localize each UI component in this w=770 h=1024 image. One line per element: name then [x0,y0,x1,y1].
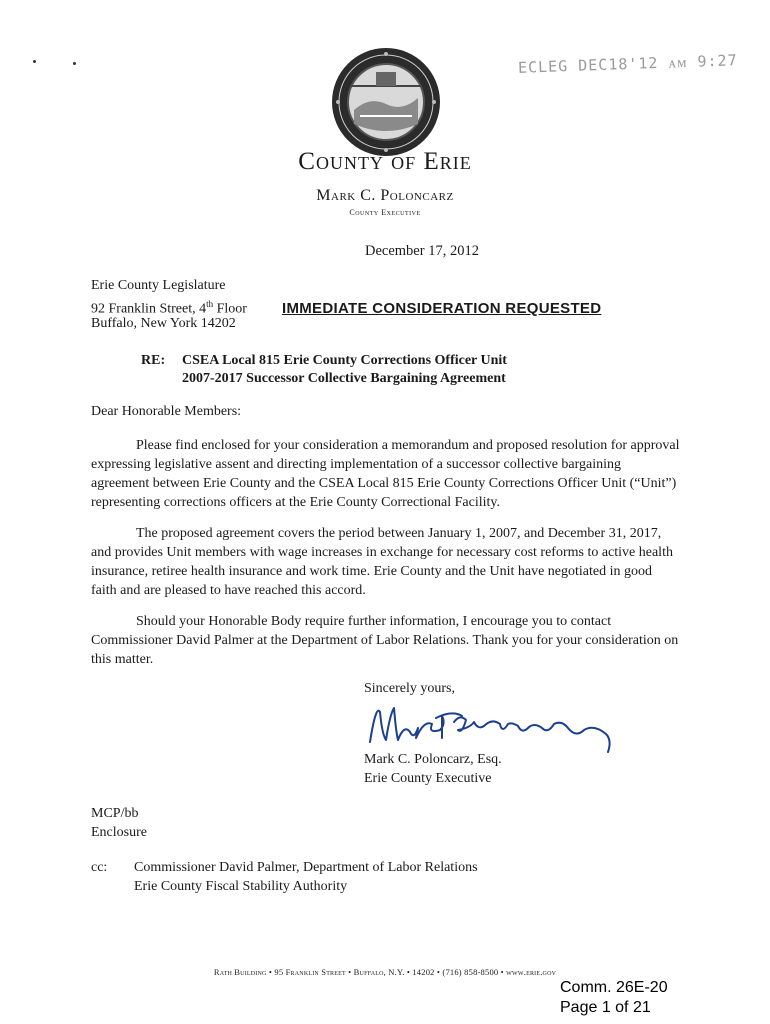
body-text: The proposed agreement covers the period between January 1, 2007, and December 31, 2017, and provides Unit members with wage increases in exchange for necessary cost reforms to active health insurance, retiree health insurance and work time. Erie County and the Unit have negotiated in good faith and are pleased to have reached this accord. [91,526,673,598]
county-name-heading: County of Erie [298,148,472,175]
recipient-line: Erie County Legislature [91,278,226,293]
communication-number: Comm. 26E-20 [560,979,668,996]
body-paragraph [91,612,681,669]
executive-title: County Executive [349,208,421,217]
scan-speck [33,60,36,63]
subject-line: 2007-2017 Successor Collective Bargaining Agreement [182,371,506,386]
scan-speck [73,62,76,65]
body-paragraph [91,524,681,600]
enclosure-note: Enclosure [91,825,147,840]
body-text: Please find enclosed for your consideration a memorandum and proposed resolution for approval expressing legislative assent and directing implementation of a successor collective bargaining agreement between Erie County and the CSEA Local 815 Erie County Corrections Officer Unit (“Unit”) representing corrections officers at the Erie County Correctional Facility. [91,438,680,510]
typist-initials: MCP/bb [91,806,139,821]
re-label: RE: [141,353,166,368]
body-paragraph [91,436,681,512]
signer-name: Mark C. Poloncarz, Esq. [364,752,502,767]
cc-recipient: Erie County Fiscal Stability Authority [134,879,348,894]
letter-date: December 17, 2012 [365,243,479,259]
letterhead-footer: Rath Building • 95 Franklin Street • Buffalo, N.Y. • 14202 • (716) 858-8500 • www.erie.gov [213,967,557,977]
executive-name: Mark C. Poloncarz [316,187,454,204]
cc-label: cc: [91,860,108,875]
closing: Sincerely yours, [364,681,455,696]
recipient-line: 92 Franklin Street, 4th Floor [91,299,247,317]
body-text: Should your Honorable Body require further information, I encourage you to contact Commissioner David Palmer at the Department of Labor Relations. Thank you for your consideration on this matter. [91,614,679,667]
cc-recipient: Commissioner David Palmer, Department of Labor Relations [134,860,478,875]
page-indicator: Page 1 of 21 [560,999,651,1016]
urgent-notice: IMMEDIATE CONSIDERATION REQUESTED [282,300,602,317]
recipient-line: Buffalo, New York 14202 [91,316,236,331]
salutation: Dear Honorable Members: [91,404,242,419]
received-stamp: ECLEG DEC18'12 ᴀᴍ 9:27 [517,51,738,77]
subject-line: CSEA Local 815 Erie County Corrections Officer Unit [182,353,507,368]
signer-title: Erie County Executive [364,771,492,786]
county-seal-logo [330,46,442,158]
